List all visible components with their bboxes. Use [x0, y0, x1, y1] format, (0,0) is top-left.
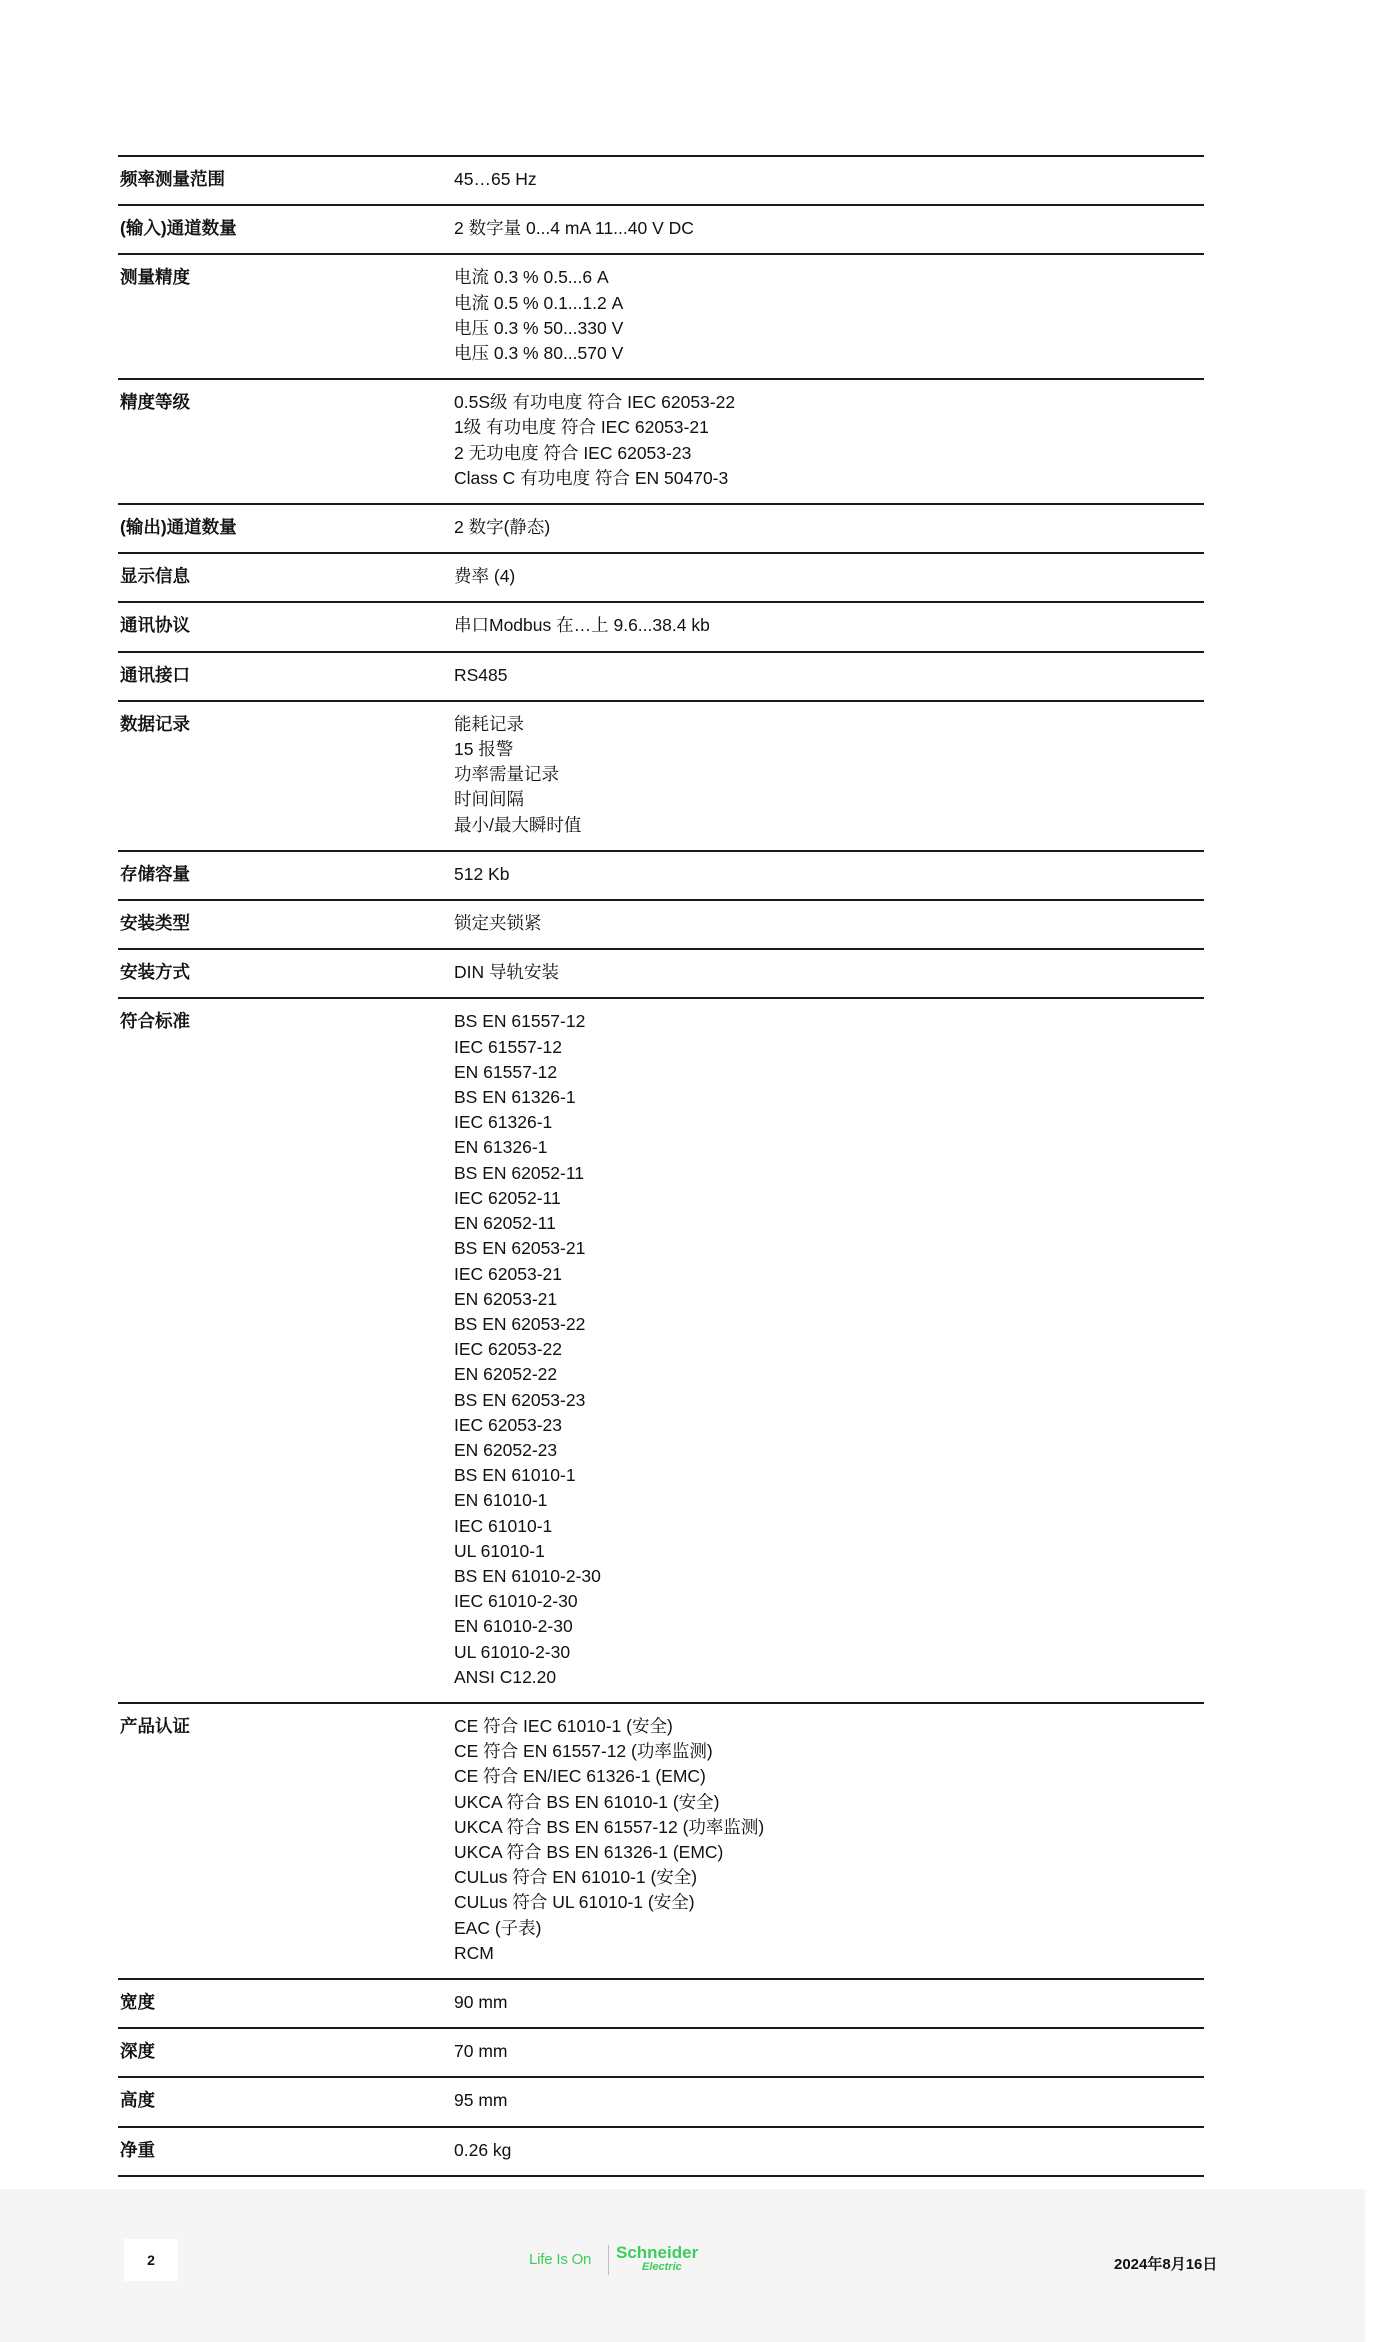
- spec-label: 深度: [120, 2041, 155, 2062]
- spec-value: 串口Modbus 在…上 9.6...38.4 kb: [454, 615, 710, 636]
- spec-value: IEC 61010-1: [454, 1515, 553, 1536]
- spec-row: [118, 206, 1204, 255]
- spec-value: 电流 0.3 % 0.5...6 A: [454, 267, 609, 288]
- page-number: 2: [124, 2239, 178, 2281]
- spec-value: ANSI C12.20: [454, 1666, 557, 1687]
- spec-value: EN 61557-12: [454, 1061, 558, 1082]
- spec-value: IEC 62052-11: [454, 1187, 561, 1208]
- spec-row: [118, 852, 1204, 901]
- spec-value: EN 62053-21: [454, 1288, 558, 1309]
- spec-value: BS EN 62053-23: [454, 1389, 586, 1410]
- spec-value: 15 报警: [454, 739, 514, 760]
- spec-value: UKCA 符合 BS EN 61010-1 (安全): [454, 1791, 720, 1812]
- spec-value: 时间间隔: [454, 789, 524, 810]
- brand-name: Schneider: [616, 2243, 699, 2262]
- spec-values: [454, 167, 1204, 192]
- spec-label: (输出)通道数量: [120, 517, 237, 538]
- spec-values: [454, 1714, 1204, 1966]
- spec-value: 2 无功电度 符合 IEC 62053-23: [454, 442, 692, 463]
- spec-label: 安装方式: [120, 962, 190, 983]
- spec-value: BS EN 62052-11: [454, 1162, 585, 1183]
- spec-label: (输入)通道数量: [120, 218, 237, 239]
- spec-value: CE 符合 EN/IEC 61326-1 (EMC): [454, 1766, 706, 1787]
- spec-value: CULus 符合 UL 61010-1 (安全): [454, 1892, 695, 1913]
- spec-value: IEC 62053-22: [454, 1339, 562, 1360]
- spec-row: [118, 2128, 1204, 2177]
- spec-value: IEC 62053-23: [454, 1414, 562, 1435]
- spec-label: 频率测量范围: [120, 169, 225, 189]
- spec-row: [118, 950, 1204, 999]
- spec-label: 通讯协议: [120, 615, 190, 636]
- spec-value: BS EN 62053-21: [454, 1238, 586, 1259]
- spec-value: 0.26 kg: [454, 2139, 512, 2160]
- spec-row: [118, 1980, 1204, 2029]
- spec-values: [454, 515, 1204, 540]
- spec-value: 0.5S级 有功电度 符合 IEC 62053-22: [454, 392, 736, 413]
- spec-values: [454, 390, 1204, 491]
- spec-value: CULus 符合 EN 61010-1 (安全): [454, 1867, 698, 1888]
- spec-values: [454, 2088, 1204, 2113]
- spec-row: [118, 2029, 1204, 2078]
- spec-value: IEC 61326-1: [454, 1112, 553, 1133]
- spec-values: [454, 911, 1204, 936]
- footer-date: 2024年8月16日: [1114, 2256, 1218, 2273]
- spec-value: IEC 61557-12: [454, 1036, 562, 1057]
- spec-value: RCM: [454, 1942, 494, 1963]
- spec-value: 电压 0.3 % 50...330 V: [454, 317, 624, 338]
- spec-values: [454, 1009, 1204, 1689]
- brand-sub: Electric: [642, 2261, 682, 2273]
- spec-value: 1级 有功电度 符合 IEC 62053-21: [454, 417, 709, 438]
- spec-table: [118, 155, 1204, 2177]
- spec-row: [118, 999, 1204, 1703]
- spec-value: 512 Kb: [454, 863, 510, 884]
- spec-value: 费率 (4): [454, 566, 516, 587]
- spec-value: BS EN 61010-2-30: [454, 1565, 601, 1586]
- spec-row: [118, 2078, 1204, 2127]
- spec-values: [454, 663, 1204, 688]
- spec-value: IEC 62053-21: [454, 1263, 562, 1284]
- spec-values: [454, 216, 1204, 241]
- spec-label: 净重: [120, 2139, 155, 2160]
- spec-value: Class C 有功电度 符合 EN 50470-3: [454, 467, 729, 488]
- spec-value: 2 数字(静态): [454, 517, 551, 538]
- spec-row: [118, 505, 1204, 554]
- spec-row: [118, 901, 1204, 950]
- spec-row: [118, 157, 1204, 206]
- spec-label: 宽度: [120, 1991, 155, 2012]
- spec-value: 功率需量记录: [454, 764, 559, 785]
- spec-values: [454, 960, 1204, 985]
- spec-value: CE 符合 EN 61557-12 (功率监测): [454, 1741, 713, 1762]
- spec-values: [454, 712, 1204, 838]
- spec-value: EN 62052-22: [454, 1364, 558, 1385]
- spec-row: [118, 554, 1204, 603]
- spec-row: [118, 380, 1204, 505]
- spec-value: UL 61010-1: [454, 1540, 545, 1561]
- spec-label: 测量精度: [120, 267, 190, 288]
- spec-value: BS EN 61326-1: [454, 1087, 576, 1108]
- spec-value: UL 61010-2-30: [454, 1641, 571, 1662]
- spec-values: [454, 1990, 1204, 2015]
- spec-label: 符合标准: [120, 1011, 190, 1032]
- spec-value: DIN 导轨安装: [454, 962, 559, 983]
- spec-value: BS EN 61010-1: [454, 1465, 576, 1486]
- spec-label: 存储容量: [120, 863, 190, 884]
- schneider-electric-logo: [616, 2244, 698, 2273]
- spec-label: 产品认证: [120, 1715, 190, 1736]
- spec-values: [454, 2039, 1204, 2064]
- spec-row: [118, 653, 1204, 702]
- spec-value: 最小/最大瞬时值: [454, 814, 582, 835]
- spec-value: EAC (子表): [454, 1917, 542, 1938]
- spec-value: 2 数字量 0...4 mA 11...40 V DC: [454, 218, 694, 239]
- spec-value: RS485: [454, 664, 508, 685]
- spec-label: 精度等级: [120, 392, 190, 413]
- spec-row: [118, 255, 1204, 380]
- spec-value: IEC 61010-2-30: [454, 1591, 578, 1612]
- spec-value: BS EN 61557-12: [454, 1011, 586, 1032]
- spec-value: 锁定夹锁紧: [454, 913, 542, 934]
- spec-label: 通讯接口: [120, 664, 190, 685]
- spec-label: 显示信息: [120, 566, 190, 587]
- spec-value: 电压 0.3 % 80...570 V: [454, 343, 624, 364]
- spec-value: UKCA 符合 BS EN 61557-12 (功率监测): [454, 1816, 765, 1837]
- spec-value: EN 61010-1: [454, 1490, 548, 1511]
- spec-values: [454, 564, 1204, 589]
- page-footer: [0, 2189, 1365, 2342]
- spec-row: [118, 1704, 1204, 1980]
- spec-value: UKCA 符合 BS EN 61326-1 (EMC): [454, 1841, 724, 1862]
- spec-values: [454, 613, 1204, 638]
- spec-values: [454, 2138, 1204, 2163]
- spec-values: [454, 862, 1204, 887]
- spec-values: [454, 265, 1204, 366]
- brand-divider: [608, 2245, 609, 2275]
- spec-value: 电流 0.5 % 0.1...1.2 A: [454, 292, 624, 313]
- spec-value: EN 62052-23: [454, 1439, 558, 1460]
- spec-value: 95 mm: [454, 2090, 508, 2111]
- spec-value: EN 62052-11: [454, 1213, 556, 1234]
- spec-value: BS EN 62053-22: [454, 1313, 586, 1334]
- spec-label: 高度: [120, 2090, 155, 2111]
- spec-row: [118, 603, 1204, 652]
- spec-label: 数据记录: [120, 713, 190, 734]
- spec-label: 安装类型: [120, 913, 190, 934]
- spec-value: EN 61326-1: [454, 1137, 548, 1158]
- life-is-on-tagline: Life Is On: [529, 2251, 592, 2268]
- spec-value: 90 mm: [454, 1991, 508, 2012]
- spec-value: CE 符合 IEC 61010-1 (安全): [454, 1715, 673, 1736]
- spec-value: EN 61010-2-30: [454, 1616, 573, 1637]
- spec-value: 70 mm: [454, 2041, 508, 2062]
- spec-row: [118, 702, 1204, 852]
- spec-value: 45…65 Hz: [454, 169, 537, 189]
- spec-value: 能耗记录: [454, 713, 524, 734]
